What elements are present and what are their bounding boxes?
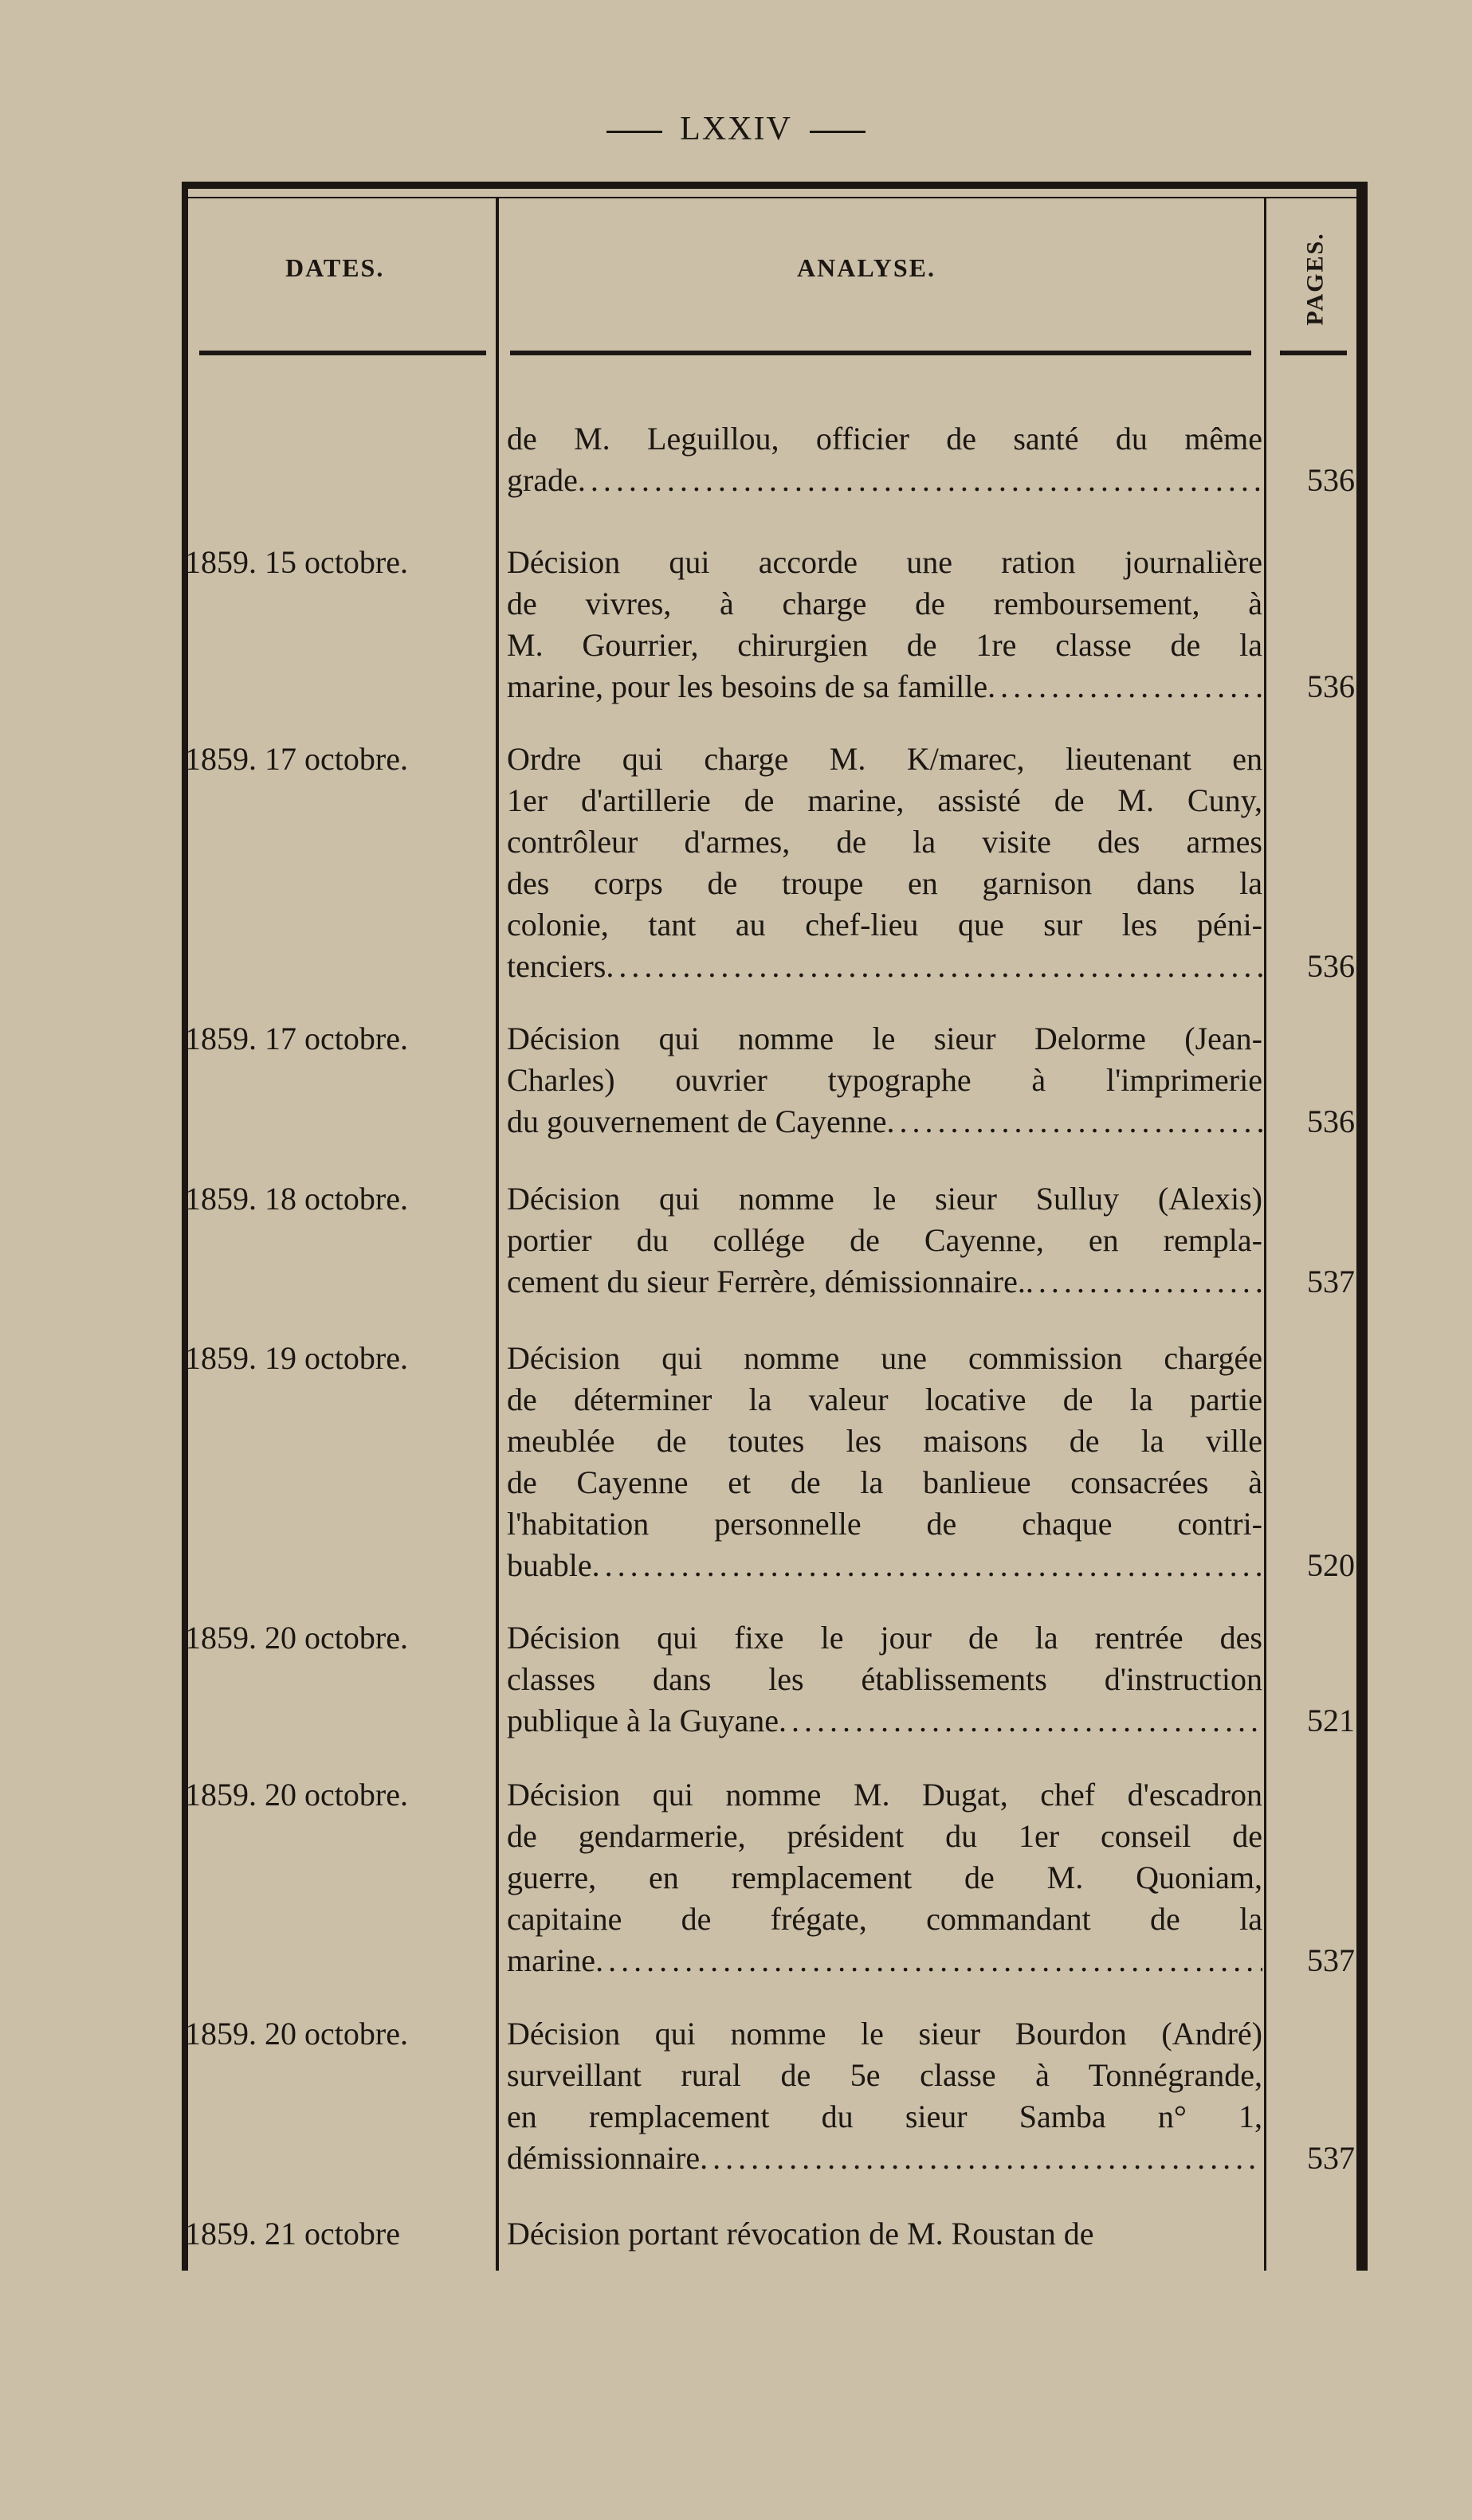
column-header-analyse: ANALYSE.: [797, 253, 936, 282]
column-header-pages: [1280, 232, 1352, 326]
entry-date: 1859. 17 octobre.: [185, 1021, 408, 1056]
dot-leader: [595, 1940, 1262, 1981]
analysis-line: meublée de toutes les maisons de la ville: [507, 1423, 1262, 1459]
entry-page-number: 536: [1307, 948, 1355, 984]
analysis-line-text: tenciers: [507, 948, 606, 984]
entry-page-number: 537: [1307, 2140, 1355, 2176]
entry-date: 1859. 20 octobre.: [185, 1620, 408, 1656]
dot-leader: [700, 2138, 1262, 2179]
entry-analysis: [507, 739, 1262, 987]
dot-leader: [779, 1700, 1262, 1742]
entry-date: 1859. 18 octobre.: [185, 1181, 408, 1217]
analysis-line: de Cayenne et de la banlieue consacrées à: [507, 1464, 1262, 1500]
header-rule-pages: [1280, 351, 1347, 355]
analysis-line: Décision qui nomme le sieur Delorme (Jean-: [507, 1021, 1262, 1056]
entry-page-number: 536: [1307, 462, 1355, 498]
analysis-line-text: du gouvernement de Cayenne: [507, 1103, 887, 1139]
analysis-line: Décision qui fixe le jour de la rentrée des: [507, 1620, 1262, 1656]
analysis-line: de M. Leguillou, officier de santé du même: [507, 421, 1262, 457]
analysis-line: de gendarmerie, président du 1er conseil de: [507, 1818, 1262, 1854]
entry-page-number: 521: [1307, 1703, 1355, 1738]
table-top-rule: [188, 197, 1356, 198]
header-dash-left: [606, 131, 662, 133]
entry-analysis: [507, 1178, 1262, 1303]
entry-analysis: [507, 418, 1262, 501]
analysis-line: Décision qui nomme une commission chargée: [507, 1340, 1262, 1376]
column-separator-pages: [1264, 197, 1266, 2271]
analysis-line: Ordre qui charge M. K/marec, lieutenant en: [507, 741, 1262, 777]
analysis-line-text: démissionnaire: [507, 2140, 701, 2176]
analysis-line: Charles) ouvrier typographe à l'imprimerie: [507, 1062, 1262, 1098]
analysis-line: Décision portant révocation de M. Roustan de: [507, 2216, 1094, 2252]
dot-leader: [606, 946, 1262, 987]
dot-leader: [887, 1101, 1262, 1142]
dot-leader: [578, 460, 1262, 501]
analysis-line: capitaine de frégate, commandant de la: [507, 1901, 1262, 1937]
page-header: [0, 110, 1472, 148]
header-dash-right: [810, 131, 866, 133]
entry-date: 1859. 15 octobre.: [185, 544, 408, 580]
entry-analysis: [507, 2213, 1262, 2255]
entry-analysis: [507, 1774, 1262, 1981]
entry-page-number: 520: [1307, 1547, 1355, 1583]
analysis-line-leader: [507, 1940, 1262, 1981]
entry-date: 1859. 17 octobre.: [185, 741, 408, 777]
analysis-line: surveillant rural de 5e classe à Tonnégrande,: [507, 2057, 1262, 2093]
dot-leader: [1026, 1261, 1262, 1303]
analysis-line-leader: [507, 1261, 1262, 1303]
analysis-line: Décision qui accorde une ration journalière: [507, 544, 1262, 580]
analysis-line: de déterminer la valeur locative de la partie: [507, 1381, 1262, 1417]
column-separator-dates: [496, 197, 499, 2271]
analysis-line: Décision qui nomme le sieur Bourdon (André): [507, 2016, 1262, 2052]
analysis-line: des corps de troupe en garnison dans la: [507, 865, 1262, 901]
analysis-line-leader: [507, 946, 1262, 987]
entry-analysis: [507, 1617, 1262, 1742]
analysis-line: de vivres, à charge de remboursement, à: [507, 586, 1262, 621]
header-rule-dates: [199, 351, 486, 355]
analysis-line-text: grade: [507, 462, 578, 498]
entry-analysis: [507, 542, 1262, 707]
analysis-line-text: publique à la Guyane: [507, 1703, 779, 1738]
analysis-line: en remplacement du sieur Samba n° 1,: [507, 2099, 1262, 2134]
analysis-line-leader: [507, 1545, 1262, 1586]
header-rule-analyse: [510, 351, 1251, 355]
analysis-line-leader: [507, 1101, 1262, 1142]
analysis-line-text: cement du sieur Ferrère, démissionnaire.: [507, 1264, 1026, 1299]
entry-analysis: [507, 2013, 1262, 2179]
analysis-line-leader: [507, 2138, 1262, 2179]
analysis-line: portier du collége de Cayenne, en rempla-: [507, 1222, 1262, 1258]
analysis-line: guerre, en remplacement de M. Quoniam,: [507, 1860, 1262, 1895]
dot-leader: [592, 1545, 1262, 1586]
entry-page-number: 536: [1307, 668, 1355, 704]
column-header-pages-label: PAGES.: [1302, 232, 1329, 326]
entry-analysis: [507, 1018, 1262, 1142]
page-number-roman: LXXIV: [680, 111, 792, 147]
analysis-line: contrôleur d'armes, de la visite des armes: [507, 824, 1262, 860]
analysis-line-leader: [507, 460, 1262, 501]
analysis-line-leader: [507, 1700, 1262, 1742]
entry-page-number: 537: [1307, 1942, 1355, 1978]
entry-page-number: 536: [1307, 1103, 1355, 1139]
entry-date: 1859. 21 octobre: [185, 2216, 400, 2252]
analysis-line-text: buable: [507, 1547, 592, 1583]
entry-date: 1859. 20 octobre.: [185, 1777, 408, 1813]
dot-leader: [987, 666, 1262, 707]
analysis-line-text: marine, pour les besoins de sa famille: [507, 668, 988, 704]
analysis-line: 1er d'artillerie de marine, assisté de M. Cuny,: [507, 782, 1262, 818]
analysis-line: Décision qui nomme M. Dugat, chef d'escadron: [507, 1777, 1262, 1813]
entry-analysis: [507, 1338, 1262, 1586]
entry-date: 1859. 19 octobre.: [185, 1340, 408, 1376]
entry-date: 1859. 20 octobre.: [185, 2016, 408, 2052]
analysis-line: classes dans les établissements d'instruction: [507, 1661, 1262, 1697]
analysis-line-leader: [507, 666, 1262, 707]
analysis-line: M. Gourrier, chirurgien de 1re classe de la: [507, 627, 1262, 663]
column-header-dates: DATES.: [285, 253, 385, 282]
analysis-line: Décision qui nomme le sieur Sulluy (Alexis): [507, 1181, 1262, 1217]
analysis-line: colonie, tant au chef-lieu que sur les péni-: [507, 907, 1262, 943]
analysis-line-text: marine: [507, 1942, 596, 1978]
entry-page-number: 537: [1307, 1264, 1355, 1299]
analysis-line: l'habitation personnelle de chaque contri-: [507, 1506, 1262, 1542]
